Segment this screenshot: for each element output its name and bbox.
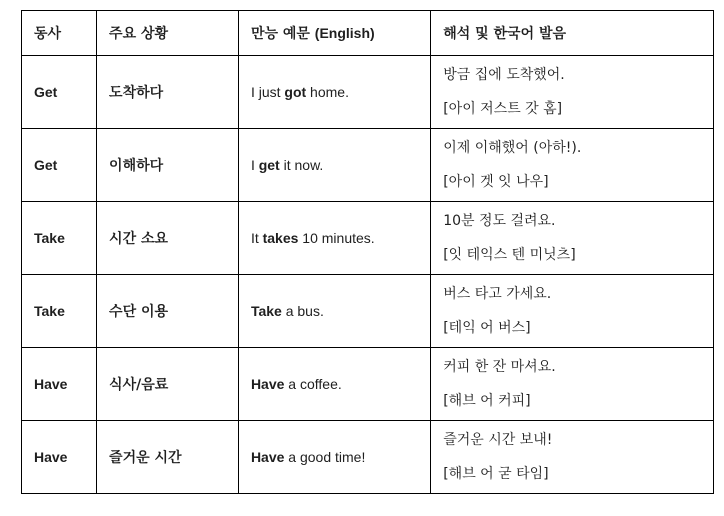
verb-text: Have [34,375,68,392]
korean-pronunciation: [해브 어 커피] [443,393,531,409]
verb-cell [22,129,97,202]
example-verb-bold: get [258,156,280,173]
header-example-label: 만능 예문 [250,26,315,42]
verb-cell [22,348,97,421]
korean-pronunciation: [테익 어 버스] [443,320,531,336]
table-header-row [22,11,714,56]
korean-pronunciation: [아이 겟 잇 나우] [443,174,549,190]
verb-text: Take [34,229,65,246]
verb-text: Get [34,83,58,100]
example-after: a good time! [284,448,366,465]
verb-cell [22,275,97,348]
interpretation-cell [431,275,714,348]
table-row [22,129,714,202]
situation-cell: 시간 소요 [97,202,239,275]
table-row [22,202,714,275]
example-cell [238,348,430,421]
example-verb-bold: takes [262,229,299,246]
example-cell [238,129,430,202]
situation-cell: 도착하다 [97,56,239,129]
example-after: 10 minutes. [298,229,375,246]
korean-meaning: 10분 정도 걸려요. [443,213,556,229]
header-interpretation: 해석 및 한국어 발음 [431,11,714,56]
header-verb: 동사 [22,11,97,56]
example-verb-bold: Have [250,375,285,392]
verb-cell [22,56,97,129]
example-verb-bold: Have [250,448,285,465]
example-after: it now. [279,156,324,173]
situation-cell: 이해하다 [97,129,239,202]
interpretation-cell [431,129,714,202]
korean-pronunciation: [잇 테익스 텐 미닛츠] [443,247,576,263]
interpretation-cell [431,348,714,421]
table-row [22,348,714,421]
table-row [22,56,714,129]
header-example-english: (English) [314,25,375,41]
verb-cell [22,421,97,494]
korean-meaning: 이제 이해했어 (아하!). [443,140,582,156]
korean-pronunciation: [해브 어 굳 타임] [443,466,549,482]
example-after: a bus. [281,302,324,319]
example-cell [238,275,430,348]
verb-usage-table [21,10,714,494]
korean-meaning: 방금 집에 도착했어. [443,67,565,83]
example-cell [238,421,430,494]
interpretation-cell [431,421,714,494]
verb-text: Take [34,302,65,319]
example-after: home. [306,83,349,100]
korean-meaning: 즐거운 시간 보내! [443,432,553,448]
verb-text: Have [34,448,68,465]
situation-cell: 즐거운 시간 [97,421,239,494]
example-verb-bold: Take [250,302,282,319]
example-before: I just [250,83,285,100]
table-row [22,275,714,348]
example-before: It [250,229,263,246]
table-row [22,421,714,494]
interpretation-cell [431,56,714,129]
example-cell [238,56,430,129]
verb-cell [22,202,97,275]
situation-cell: 식사/음료 [97,348,239,421]
interpretation-cell [431,202,714,275]
header-situation: 주요 상황 [97,11,239,56]
header-example [238,11,430,56]
example-cell [238,202,430,275]
example-after: a coffee. [284,375,342,392]
korean-pronunciation: [아이 저스트 갓 홈] [443,101,563,117]
example-before: I [250,156,259,173]
korean-meaning: 버스 타고 가세요. [443,286,552,302]
situation-cell: 수단 이용 [97,275,239,348]
korean-meaning: 커피 한 잔 마셔요. [443,359,556,375]
example-verb-bold: got [284,83,307,100]
verb-text: Get [34,156,58,173]
